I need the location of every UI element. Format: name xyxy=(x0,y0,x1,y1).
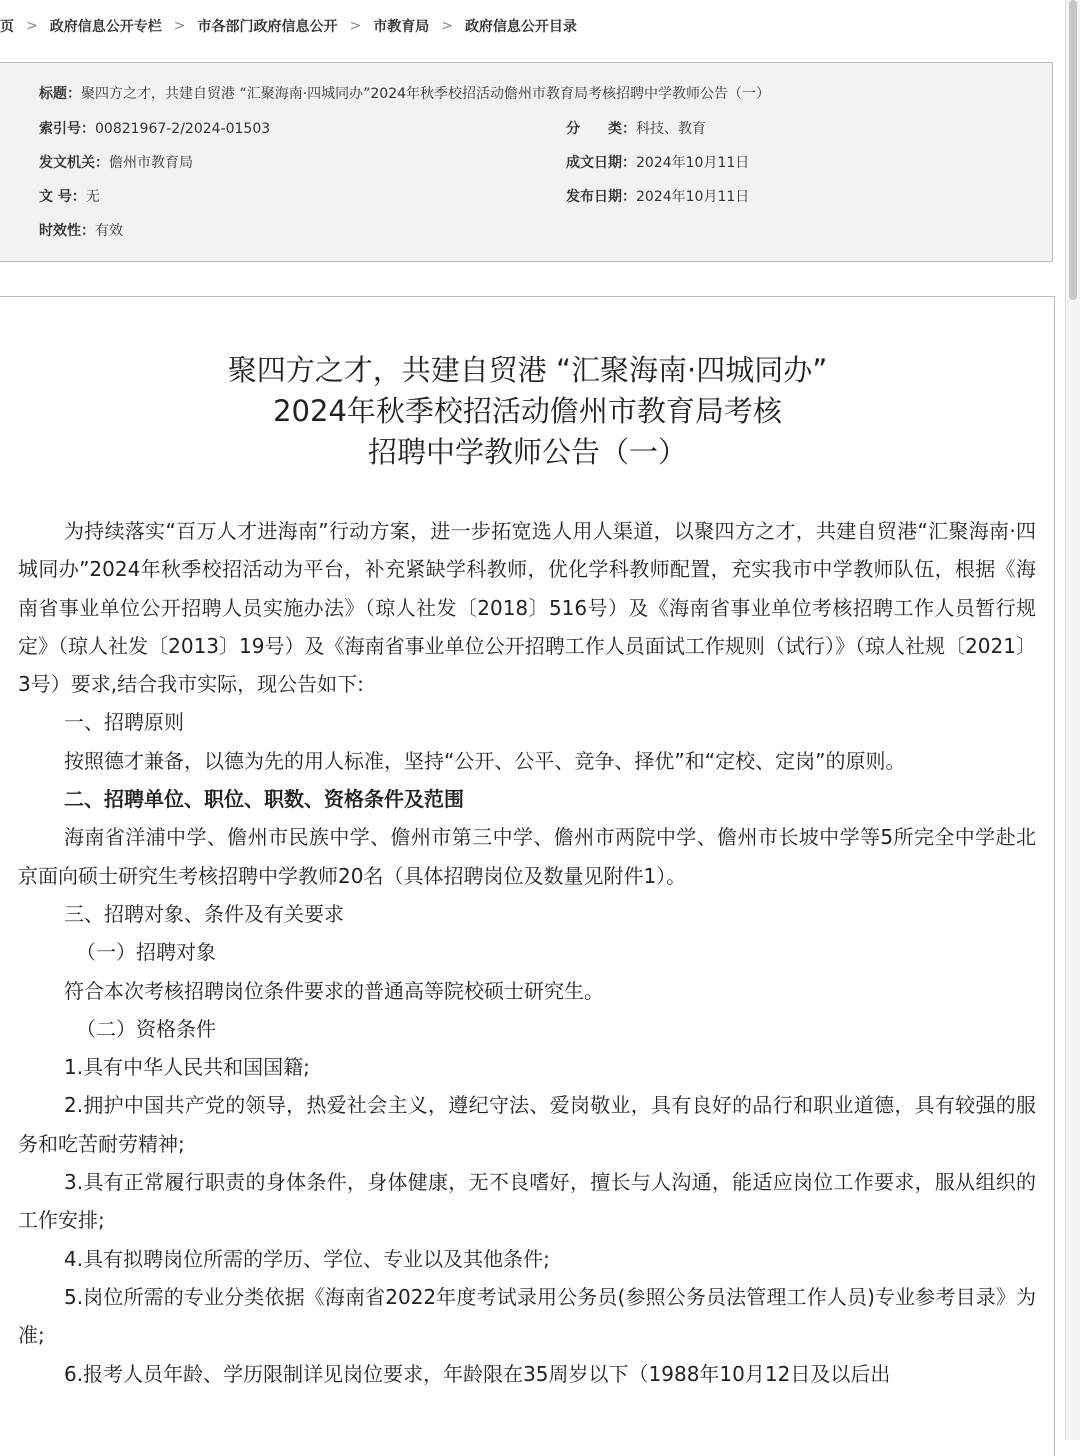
breadcrumb-separator: > xyxy=(173,18,186,34)
meta-created-label: 成文日期： xyxy=(566,155,636,171)
meta-issuer-row xyxy=(39,152,193,172)
subheading-targets: （一）招聘对象 xyxy=(76,940,216,965)
qualification-item: 3.具有正常履行职责的身体条件，身体健康，无不良嗜好，擅长与人沟通，能适应岗位工作要求，服从组织的工作安排; xyxy=(18,1170,1036,1233)
qualification-item: 5.岗位所需的专业分类依据《海南省2022年度考试录用公务员(参照公务员法管理工作人员)专业参考目录》为准; xyxy=(18,1284,1036,1348)
breadcrumb-education-bureau-link[interactable]: 市教育局 xyxy=(373,19,430,35)
qualification-item: 1.具有中华人民共和国国籍; xyxy=(64,1055,310,1080)
meta-index-label: 索引号： xyxy=(39,121,95,137)
document-metadata-panel xyxy=(0,62,1053,262)
meta-published-value: 2024年10月11日 xyxy=(636,189,750,205)
meta-index-row xyxy=(39,118,270,138)
document-title-line: 招聘中学教师公告（一） xyxy=(367,435,687,469)
meta-title-label: 标题： xyxy=(39,86,81,102)
breadcrumb-separator: > xyxy=(349,18,362,34)
subheading-qualifications: （二）资格条件 xyxy=(76,1016,216,1041)
meta-validity-label: 时效性： xyxy=(39,223,95,239)
meta-title-value: 聚四方之才，共建自贸港 “汇聚海南·四城同办”2024年秋季校招活动儋州市教育局考核招聘中学教师公告（一） xyxy=(81,86,771,102)
breadcrumb-separator: > xyxy=(26,18,38,34)
qualification-item: 4.具有拟聘岗位所需的学历、学位、专业以及其他条件; xyxy=(64,1246,550,1271)
meta-published-label: 发布日期： xyxy=(566,189,636,205)
meta-category-label: 分 类： xyxy=(566,121,636,137)
document-title xyxy=(0,350,1055,473)
qualification-item: 2.拥护中国共产党的领导，热爱社会主义，遵纪守法、爱岗敬业，具有良好的品行和职业道德，具有较强的服务和吃苦耐劳精神; xyxy=(18,1093,1036,1156)
breadcrumb xyxy=(0,0,1060,52)
meta-validity-value: 有效 xyxy=(95,223,123,239)
meta-category-row xyxy=(566,118,706,138)
meta-title-row xyxy=(39,83,770,103)
document-title-line: 2024年秋季校招活动儋州市教育局考核 xyxy=(273,394,782,428)
document-body xyxy=(18,512,1036,1393)
section-heading-principles: 一、招聘原则 xyxy=(64,710,184,735)
meta-validity-row xyxy=(39,220,123,240)
meta-category-value: 科技、教育 xyxy=(636,121,706,137)
breadcrumb-catalog-link[interactable]: 政府信息公开目录 xyxy=(464,19,577,35)
qualification-item: 6.报考人员年龄、学历限制详见岗位要求，年龄限在35周岁以下（1988年10月12日及以后出 xyxy=(64,1361,891,1386)
meta-docno-row xyxy=(39,186,100,206)
meta-docno-label: 文 号： xyxy=(39,189,86,205)
targets-paragraph: 符合本次考核招聘岗位条件要求的普通高等院校硕士研究生。 xyxy=(64,978,604,1003)
meta-created-value: 2024年10月11日 xyxy=(636,155,750,171)
meta-docno-value: 无 xyxy=(85,189,100,205)
breadcrumb-separator: > xyxy=(441,18,453,34)
section-heading-targets: 三、招聘对象、条件及有关要求 xyxy=(64,901,344,926)
meta-published-row xyxy=(566,186,749,206)
breadcrumb-departments-link[interactable]: 市各部门政府信息公开 xyxy=(197,19,338,35)
meta-index-value: 00821967-2/2024-01503 xyxy=(95,121,271,137)
vertical-scrollbar[interactable] xyxy=(1065,0,1080,1440)
breadcrumb-gov-info-column-link[interactable]: 政府信息公开专栏 xyxy=(49,19,162,35)
scrollbar-thumb[interactable] xyxy=(1069,0,1077,300)
breadcrumb-home-link[interactable]: 页 xyxy=(0,19,14,35)
meta-issuer-label: 发文机关： xyxy=(39,155,109,171)
section-heading-units: 二、招聘单位、职位、职数、资格条件及范围 xyxy=(64,787,464,812)
principles-paragraph: 按照德才兼备，以德为先的用人标准，坚持“公开、公平、竞争、择优”和“定校、定岗”的原则。 xyxy=(64,748,906,773)
meta-created-row xyxy=(566,152,749,172)
units-paragraph: 海南省洋浦中学、儋州市民族中学、儋州市第三中学、儋州市两院中学、儋州市长坡中学等5所完全中学赴北京面向硕士研究生考核招聘中学教师20名（具体招聘岗位及数量见附件1）。 xyxy=(18,825,1036,888)
document-title-line: 聚四方之才，共建自贸港 “汇聚海南·四城同办” xyxy=(227,353,828,387)
meta-issuer-value: 儋州市教育局 xyxy=(109,155,193,171)
intro-paragraph: 为持续落实“百万人才进海南”行动方案，进一步拓宽选人用人渠道，以聚四方之才，共建自贸港“汇聚海南·四城同办”2024年秋季校招活动为平台，补充紧缺学科教师，优化学科教师配置，充实我市中学教师队伍，根据《海南省事业单位公开招聘人员实施办法》（琼人社发〔2018〕516号）及《海南省事业单位考核招聘工作人员暂行规定》（琼人社发〔2013〕19号）及《海南省事业单位公开招聘工作人员面试工作规则（试行）》（琼人社规〔2021〕3号）要求,结合我市实际，现公告如下: xyxy=(18,519,1036,697)
